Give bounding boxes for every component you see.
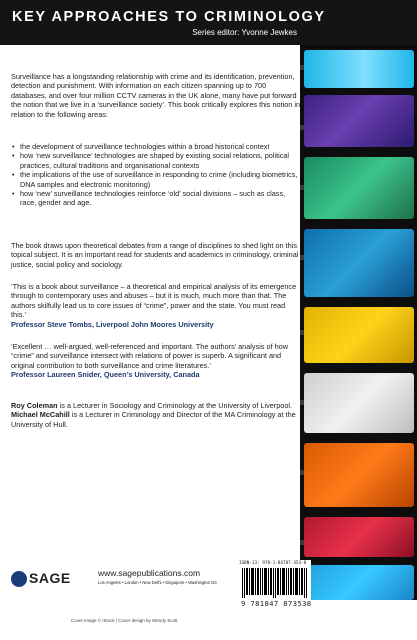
bullet-item: • the development of surveillance technologies within a broad historical context (20, 142, 301, 151)
intro-paragraph: Surveillance has a longstanding relationship with crime and its identification, prevention, detection and punishment. With information on each citizen spanning up to 700 databases, and over four million CCTV cameras in the UK alone, many have put forward the notion that we live in a ‘surveillance society’. This book critically explores this notion in relation to the following areas: (11, 72, 301, 119)
series-editor: Series editor: Yvonne Jewkes (192, 28, 297, 37)
publisher-url: www.sagepublications.com (98, 568, 201, 578)
film-strip-image (300, 45, 417, 600)
film-frame (304, 157, 414, 219)
quote-2 (11, 342, 301, 380)
quote-text: ‘This is a book about surveillance – a theoretical and empirical analysis of its emergence through to contemporary uses and abuses – but it is much, much more than that. The authors skilfully lead us to core issues of “crime”, power and the state. You must read this.’ (11, 282, 297, 320)
publisher-footer (11, 560, 312, 640)
bullet-item: • how ‘new surveillance’ technologies are shaped by existing social relations, political practices, cultural traditions and organisational contexts (20, 151, 301, 170)
film-frame (304, 50, 414, 88)
quote-1 (11, 282, 301, 329)
film-frame (304, 307, 414, 363)
cover-credits: Cover image © iStock | Cover design by Wendy Scott (71, 618, 178, 623)
barcode-area (239, 560, 311, 612)
bullet-item: • the implications of the use of surveillance in responding to crime (including biometrics, DNA samples and electronic monitoring) (20, 170, 301, 189)
blurb-intro (11, 72, 301, 119)
series-header (0, 0, 417, 45)
isbn-line: ISBN-13: 978-1-84787-353-8 (239, 561, 307, 566)
author-name: Michael McCahill (11, 410, 70, 420)
film-frame (304, 373, 414, 433)
bullet-item: • how ‘new’ surveillance technologies reinforce ‘old’ social divisions – such as class, race, gender and age. (20, 189, 301, 208)
publisher-cities: Los Angeles • London • New Delhi • Singapore • Washington DC (98, 580, 218, 585)
author-bio: is a Lecturer in Criminology and Director of the MA Criminology at the University of Hull. (11, 410, 296, 429)
quote-attribution: Professor Steve Tombs, Liverpool John Moores University (11, 319, 214, 329)
sprocket-hole (300, 330, 304, 335)
author-name: Roy Coleman (11, 401, 58, 410)
back-cover-text (0, 45, 312, 623)
sage-logo-mark-icon (11, 571, 27, 587)
readership-paragraph: The book draws upon theoretical debates from a range of disciplines to shed light on this topical subject. It is an important read for students and academics in criminology, criminal justice, social policy and sociology. (11, 241, 299, 269)
bullet-list (11, 142, 301, 208)
sprocket-hole (300, 540, 304, 545)
sage-logo: SAGE (11, 570, 71, 587)
film-frame (304, 565, 414, 600)
author-bios (11, 401, 301, 429)
film-frame (304, 517, 414, 557)
series-title: KEY APPROACHES TO CRIMINOLOGY (12, 9, 326, 25)
film-frame (304, 229, 414, 297)
sprocket-hole (300, 125, 304, 130)
quote-attribution: Professor Laureen Snider, Queen’s University, Canada (11, 370, 200, 380)
quote-text: ‘Excellent … well-argued, well-referenced and important. The authors’ analysis of how “crime” and surveillance intersect with relations of power is superb. A significant and original contribution to both surveillance and crime literatures.’ (11, 342, 289, 370)
sprocket-hole (300, 470, 304, 475)
sprocket-hole (300, 65, 304, 70)
film-frame (304, 95, 414, 147)
barcode-number: 9 781847 873538 (241, 599, 312, 608)
author-bio: is a Lecturer in Sociology and Criminology at the University of Liverpool. (57, 401, 293, 410)
barcode-icon (242, 568, 308, 598)
film-frame (304, 443, 414, 507)
